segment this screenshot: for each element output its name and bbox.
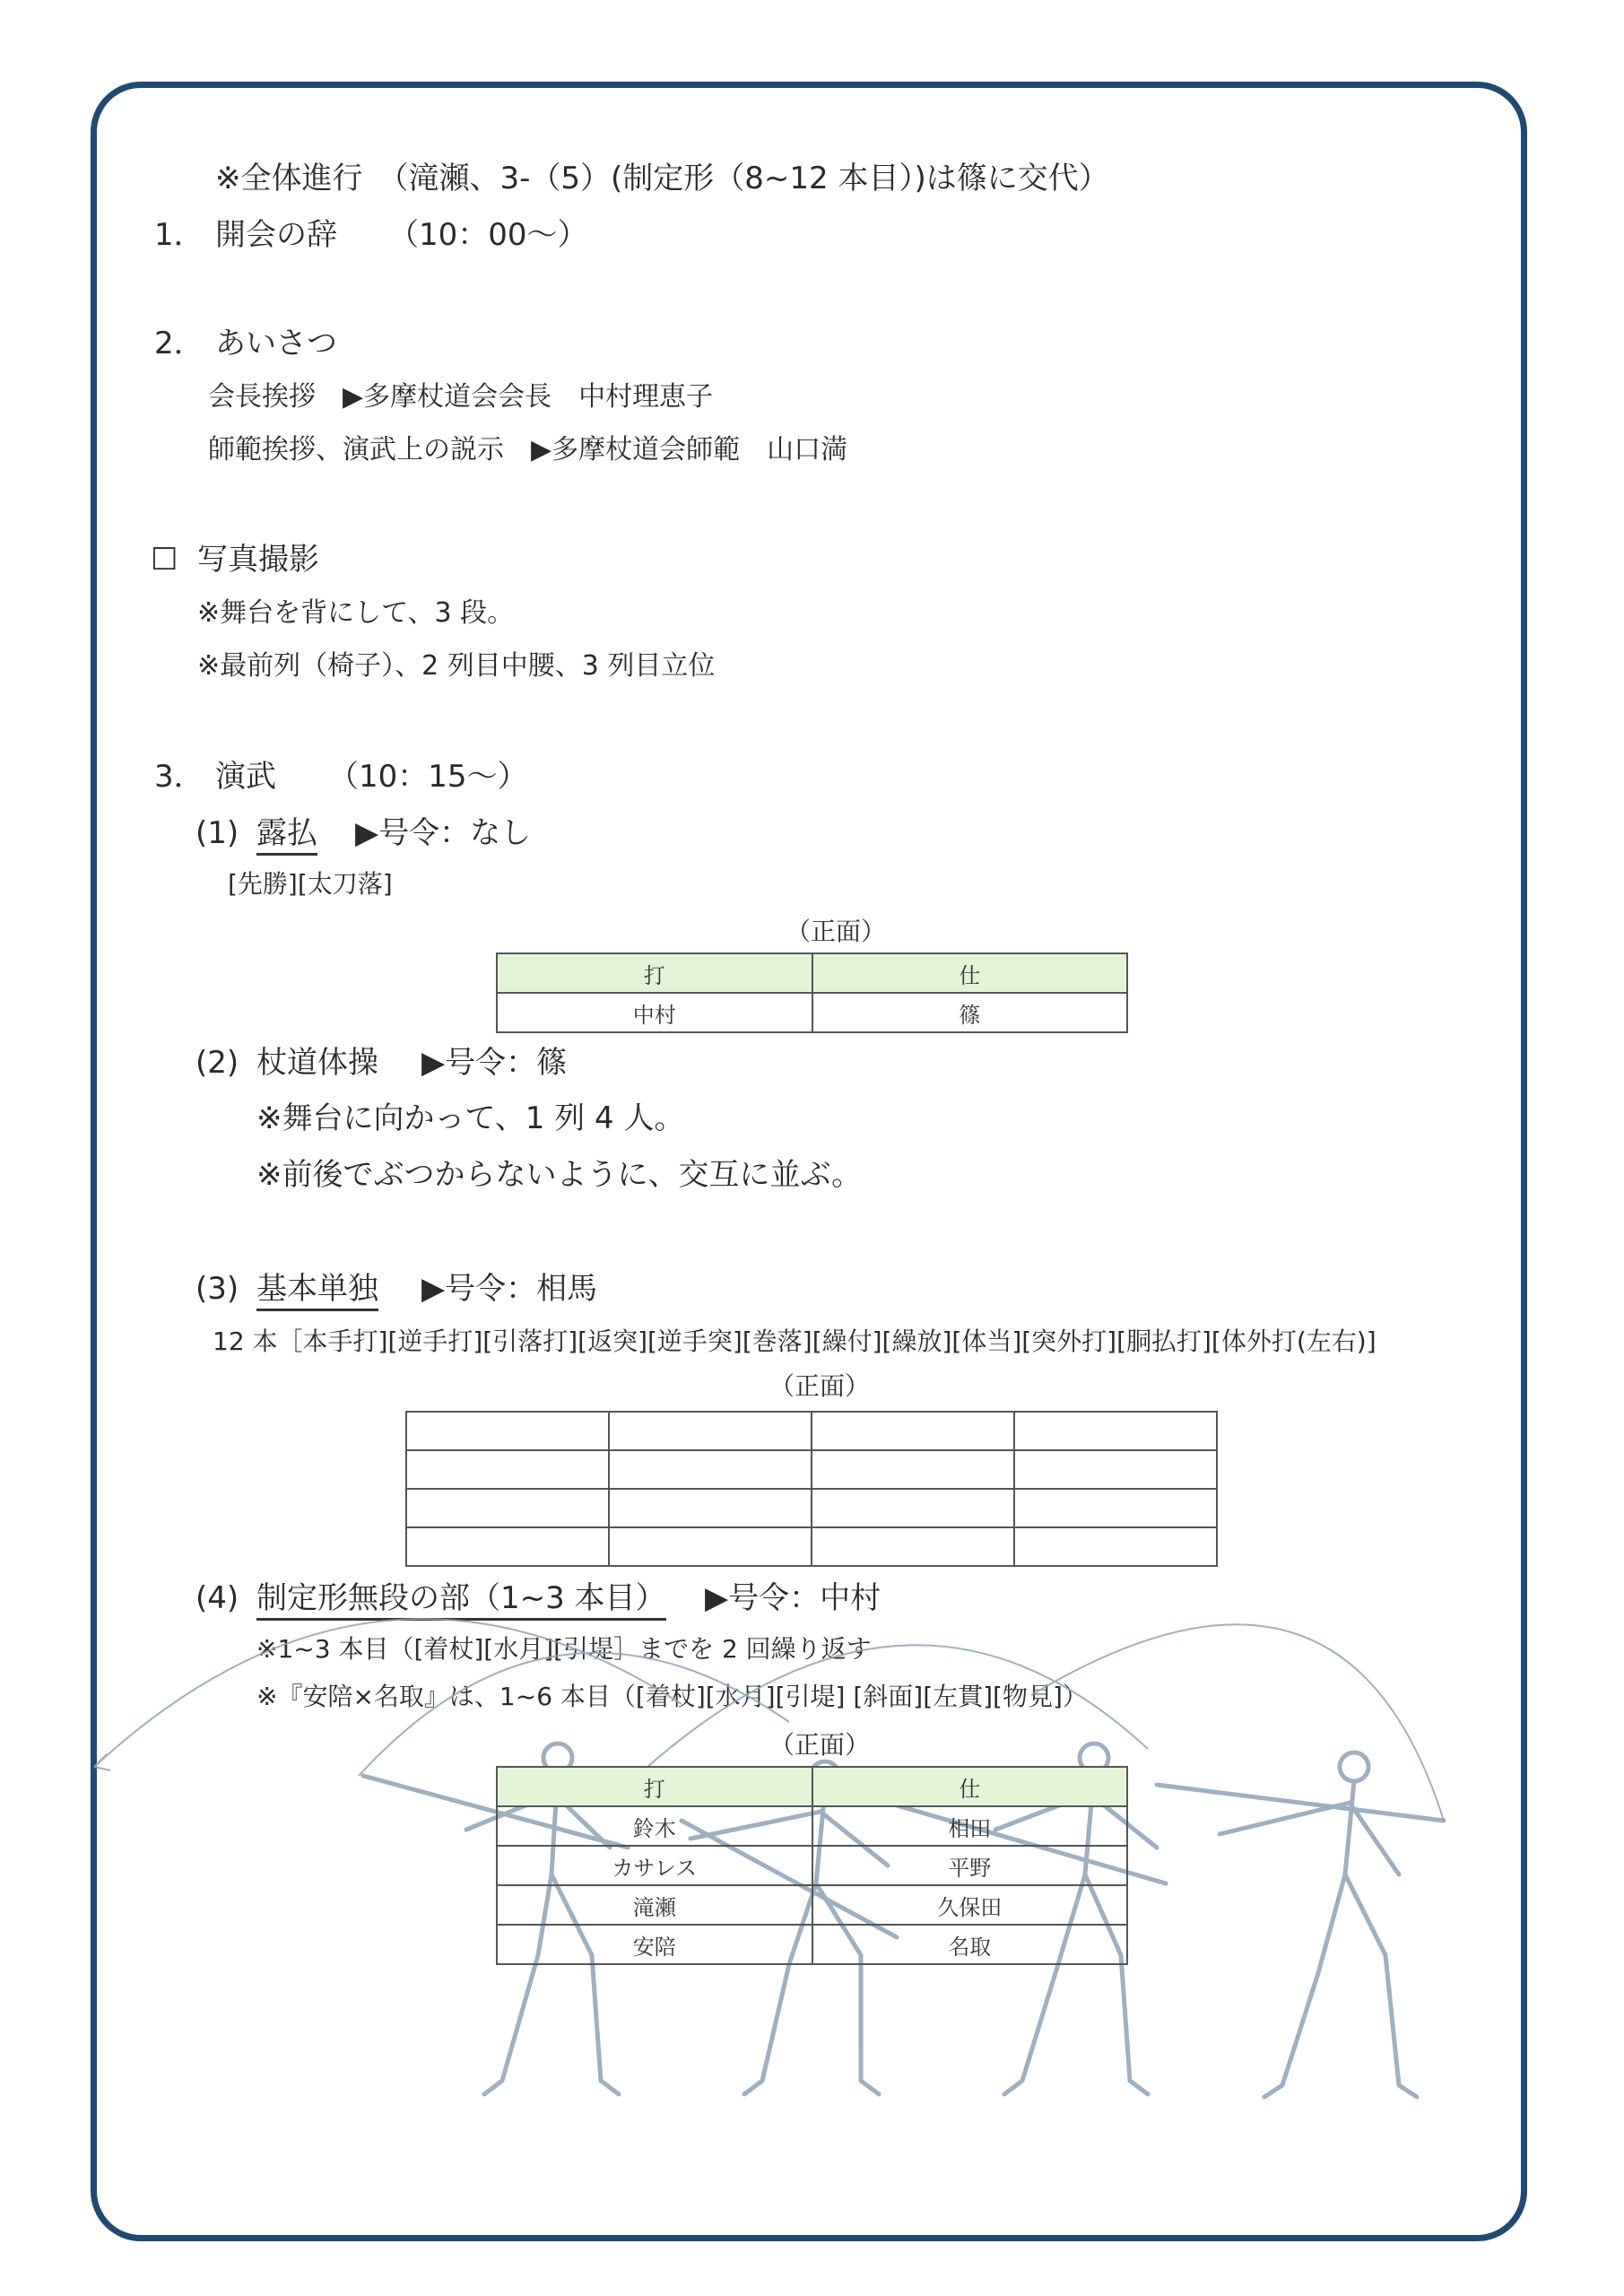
part1-order: ▶号令：なし [355, 815, 532, 851]
section1-time: （10：00～） [388, 217, 588, 253]
part3-front: （正面） [769, 1371, 871, 1401]
grid-cell [1014, 1450, 1217, 1489]
grid-cell [812, 1527, 1014, 1566]
grid-cell [406, 1527, 609, 1566]
grid-cell [812, 1450, 1014, 1489]
section2-title: あいさつ [215, 326, 337, 361]
table-cell: 名取 [812, 1925, 1128, 1964]
part2-note2: ※前後でぶつからないように、交互に並ぶ。 [256, 1157, 863, 1193]
grid-cell [1014, 1489, 1217, 1527]
section3-title: 演武 [215, 759, 276, 795]
part4-front: （正面） [769, 1730, 871, 1760]
photo-note2: ※最前列（椅子）、2 列目中腰、3 列目立位 [197, 650, 716, 682]
grid-cell [1014, 1527, 1217, 1566]
part4-title: 制定形無段の部（1~3 本目） [256, 1580, 666, 1621]
table-header-uchi: 打 [497, 1767, 812, 1806]
note-top: ※全体進行 （滝瀬、3-（5）(制定形（8~12 本目）)は篠に交代） [215, 161, 1109, 196]
table-cell: 滝瀬 [497, 1885, 812, 1925]
section3-time: （10：15～） [328, 759, 528, 795]
greeting-chair: 会長挨拶 ▶多摩杖道会会長 中村理恵子 [208, 381, 714, 413]
part2-note1: ※舞台に向かって、1 列 4 人。 [256, 1100, 685, 1136]
table-cell: 安陪 [497, 1925, 812, 1964]
table-cell: 鈴木 [497, 1806, 812, 1846]
part1-table [496, 952, 1128, 1033]
part2-number: (2) [195, 1045, 239, 1081]
part1-title: 露払 [256, 815, 317, 856]
part1-number: (1) [195, 815, 239, 851]
greeting-master: 師範挨拶、演武上の説示 ▶多摩杖道会師範 山口満 [208, 434, 848, 465]
part3-position-grid [405, 1411, 1218, 1567]
part4-note1: ※1~3 本目（[着杖][水月][引堤］までを 2 回繰り返す [256, 1634, 872, 1664]
section1-title: 開会の辞 [215, 217, 337, 253]
part3-title: 基本単独 [256, 1271, 378, 1311]
grid-cell [609, 1450, 812, 1489]
table-header-uchi: 打 [497, 953, 812, 993]
part4-order: ▶号令：中村 [705, 1580, 881, 1616]
grid-cell [812, 1412, 1014, 1450]
table-cell: 相田 [812, 1806, 1128, 1846]
table-cell: 篠 [812, 993, 1128, 1032]
grid-cell [1014, 1412, 1217, 1450]
photo-title: 写真撮影 [197, 542, 319, 578]
grid-cell [406, 1412, 609, 1450]
table-cell: 平野 [812, 1846, 1128, 1885]
grid-cell [406, 1489, 609, 1527]
table-cell: カサレス [497, 1846, 812, 1885]
table-header-shi: 仕 [812, 1767, 1128, 1806]
section2-number: 2． [154, 326, 204, 361]
photo-note1: ※舞台を背にして、3 段。 [197, 597, 515, 629]
part4-number: (4) [195, 1580, 239, 1616]
checkbox-icon: ☐ [151, 542, 178, 578]
part1-front: （正面） [786, 917, 887, 946]
part3-number: (3) [195, 1271, 239, 1307]
table-header-shi: 仕 [812, 953, 1128, 993]
part3-forms: 12 本［本手打][逆手打][引落打][返突][逆手突][巻落][繰付][繰放][体当][突外打][胴払打][体外打(左右)] [213, 1326, 1376, 1356]
grid-cell [609, 1527, 812, 1566]
table-cell: 久保田 [812, 1885, 1128, 1925]
part4-table [496, 1766, 1128, 1965]
grid-cell [812, 1489, 1014, 1527]
section1-number: 1． [154, 217, 204, 253]
grid-cell [609, 1412, 812, 1450]
part2-title: 杖道体操 [256, 1045, 378, 1081]
part1-forms: [先勝][太刀落] [228, 869, 393, 899]
section3-number: 3． [154, 759, 204, 795]
table-cell: 中村 [497, 993, 812, 1032]
grid-cell [406, 1450, 609, 1489]
part4-note2: ※『安陪×名取』は、1~6 本目（[着杖][水月][引堤] [斜面][左貫][物見]） [256, 1682, 1088, 1711]
grid-cell [609, 1489, 812, 1527]
part3-order: ▶号令：相馬 [421, 1271, 598, 1307]
part2-order: ▶号令：篠 [421, 1045, 568, 1081]
